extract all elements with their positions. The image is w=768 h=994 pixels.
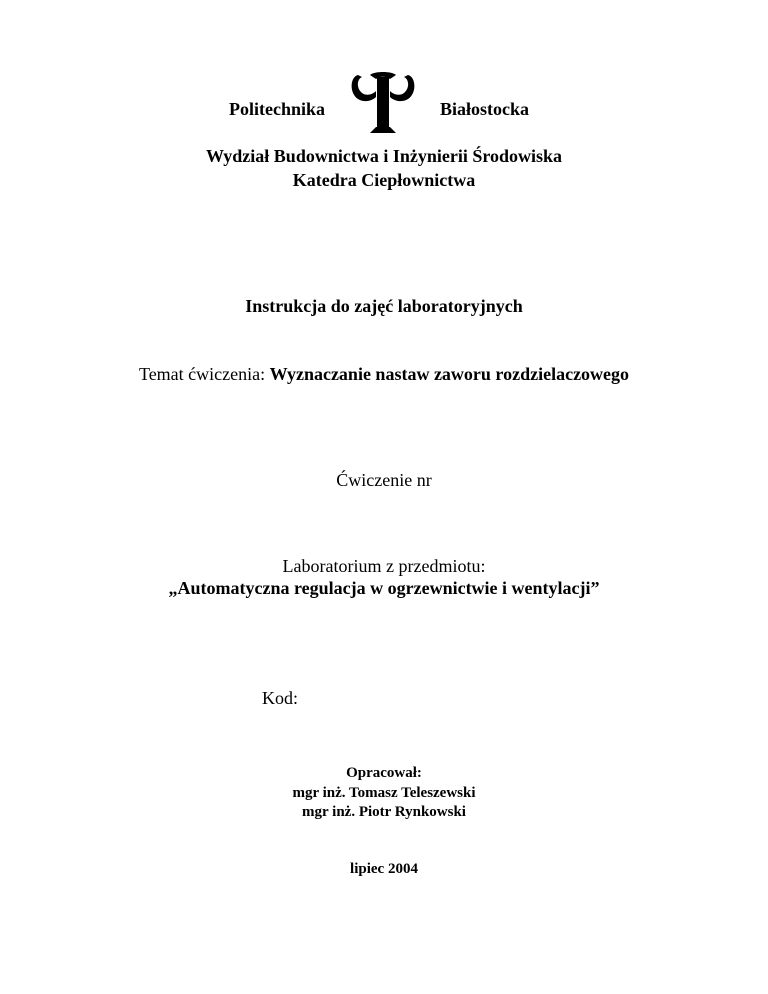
author-name: mgr inż. Tomasz Teleszewski [292,785,476,801]
laboratory-subject: „Automatyczna regulacja w ogrzewnictwie i wentylacji” [168,578,600,598]
laboratory-label: Laboratorium z przedmiotu: [282,556,486,576]
university-name-left: Politechnika [229,99,326,119]
exercise-number: Ćwiczenie nr [336,470,432,490]
instruction-title: Instrukcja do zajęć laboratoryjnych [245,296,523,316]
university-name-right: Białostocka [440,99,530,119]
prepared-by-label: Opracował: [346,765,422,781]
topic-label: Temat ćwiczenia: [138,364,270,384]
university-logo-icon [350,71,416,135]
topic-value: Wyznaczanie nastaw zaworu rozdzielaczowego [269,364,630,384]
document-date: lipiec 2004 [350,861,418,877]
author-name: mgr inż. Piotr Rynkowski [302,804,466,820]
department-name: Katedra Ciepłownictwa [292,170,476,190]
exercise-topic [0,364,768,385]
code-label: Kod: [262,688,298,708]
faculty-name: Wydział Budownictwa i Inżynierii Środowiska [205,146,563,166]
